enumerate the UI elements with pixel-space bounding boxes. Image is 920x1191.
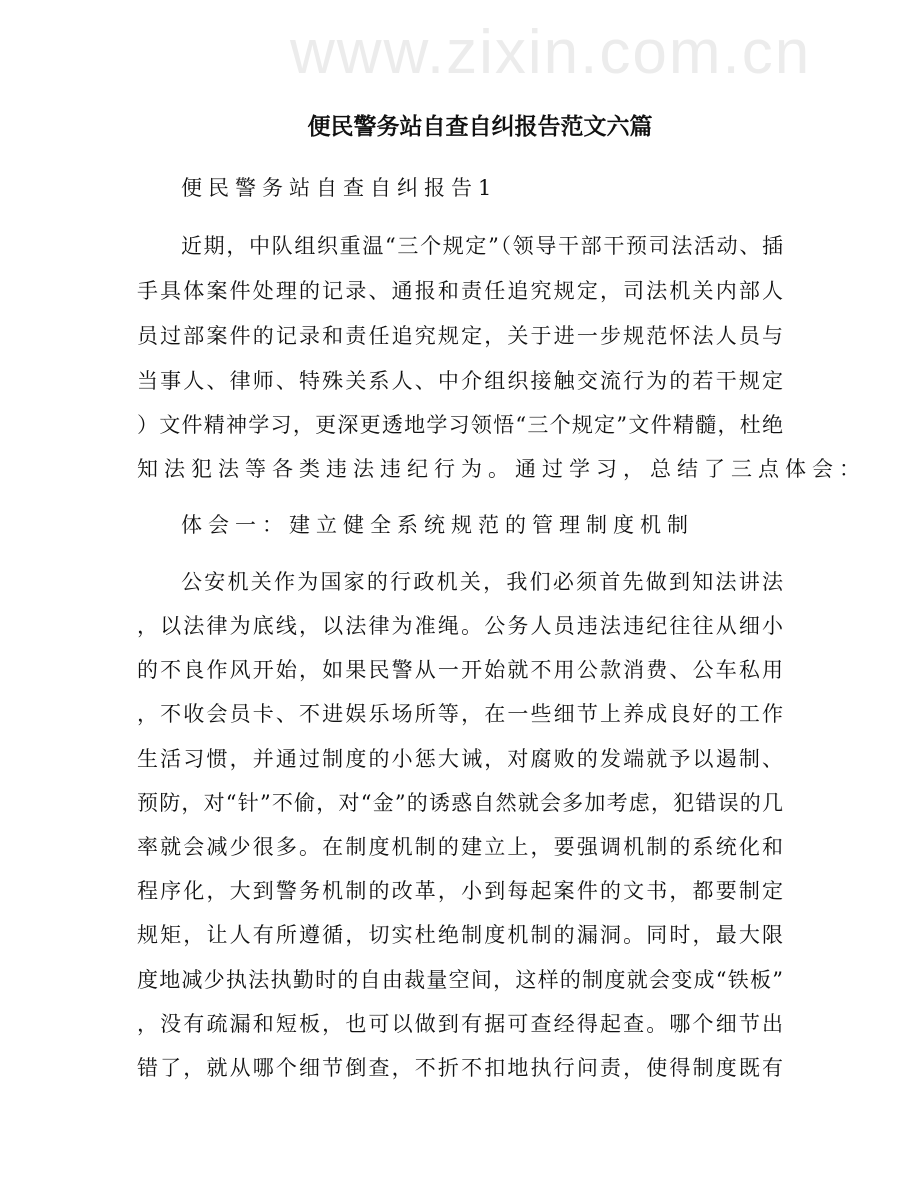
paragraph-line: 预防，对“针”不偷，对“金”的诱惑自然就会多加考虑，犯错误的几	[137, 791, 783, 815]
paragraph-line: ，没有疏漏和短板，也可以做到有据可查经得起查。哪个细节出	[137, 1012, 783, 1036]
paragraph-line: 的不良作风开始，如果民警从一开始就不用公款消费、公车私用	[137, 658, 783, 682]
paragraph-line: ，不收会员卡、不进娱乐场所等，在一些细节上养成良好的工作	[137, 702, 783, 726]
paragraph-line: 知法犯法等各类违法违纪行为。通过学习，总结了三点体会：	[137, 457, 866, 481]
paragraph-line: 员过部案件的记录和责任追究规定，关于进一步规范怀法人员与	[137, 324, 783, 348]
paragraph-line: 程序化，大到警务机制的改革，小到每起案件的文书，都要制定	[137, 879, 783, 903]
subheading: 体会一：建立健全系统规范的管理制度机制	[181, 513, 694, 537]
paragraph-line: 规矩，让人有所遵循，切实杜绝制度机制的漏洞。同时，最大限	[137, 923, 783, 947]
paragraph-line: 近期，中队组织重温“三个规定”（领导干部干预司法活动、插	[181, 234, 783, 258]
paragraph-line: 手具体案件处理的记录、通报和责任追究规定，司法机关内部人	[137, 279, 783, 303]
section-heading: 便民警务站自查自纠报告1	[181, 176, 498, 200]
watermark: www.zixin.com.cn	[290, 18, 812, 87]
paragraph-line: 度地减少执法执勤时的自由裁量空间，这样的制度就会变成“铁板”	[137, 968, 783, 992]
paragraph-line: 生活习惯，并通过制度的小惩大诫，对腐败的发端就予以遏制、	[137, 747, 783, 771]
paragraph-line: 当事人、律师、特殊关系人、中介组织接触交流行为的若干规定	[137, 369, 783, 393]
paragraph-line: 公安机关作为国家的行政机关，我们必须首先做到知法讲法	[181, 570, 783, 594]
paragraph-line: ，以法律为底线，以法律为准绳。公务人员违法违纪往往从细小	[137, 614, 783, 638]
document-title: 便民警务站自查自纠报告范文六篇	[307, 113, 653, 140]
paragraph-line: ）文件精神学习，更深更透地学习领悟“三个规定”文件精髓，杜绝	[137, 413, 783, 437]
paragraph-line: 率就会减少很多。在制度机制的建立上，要强调机制的系统化和	[137, 835, 783, 859]
paragraph-line: 错了，就从哪个细节倒查，不折不扣地执行问责，使得制度既有	[137, 1056, 783, 1080]
